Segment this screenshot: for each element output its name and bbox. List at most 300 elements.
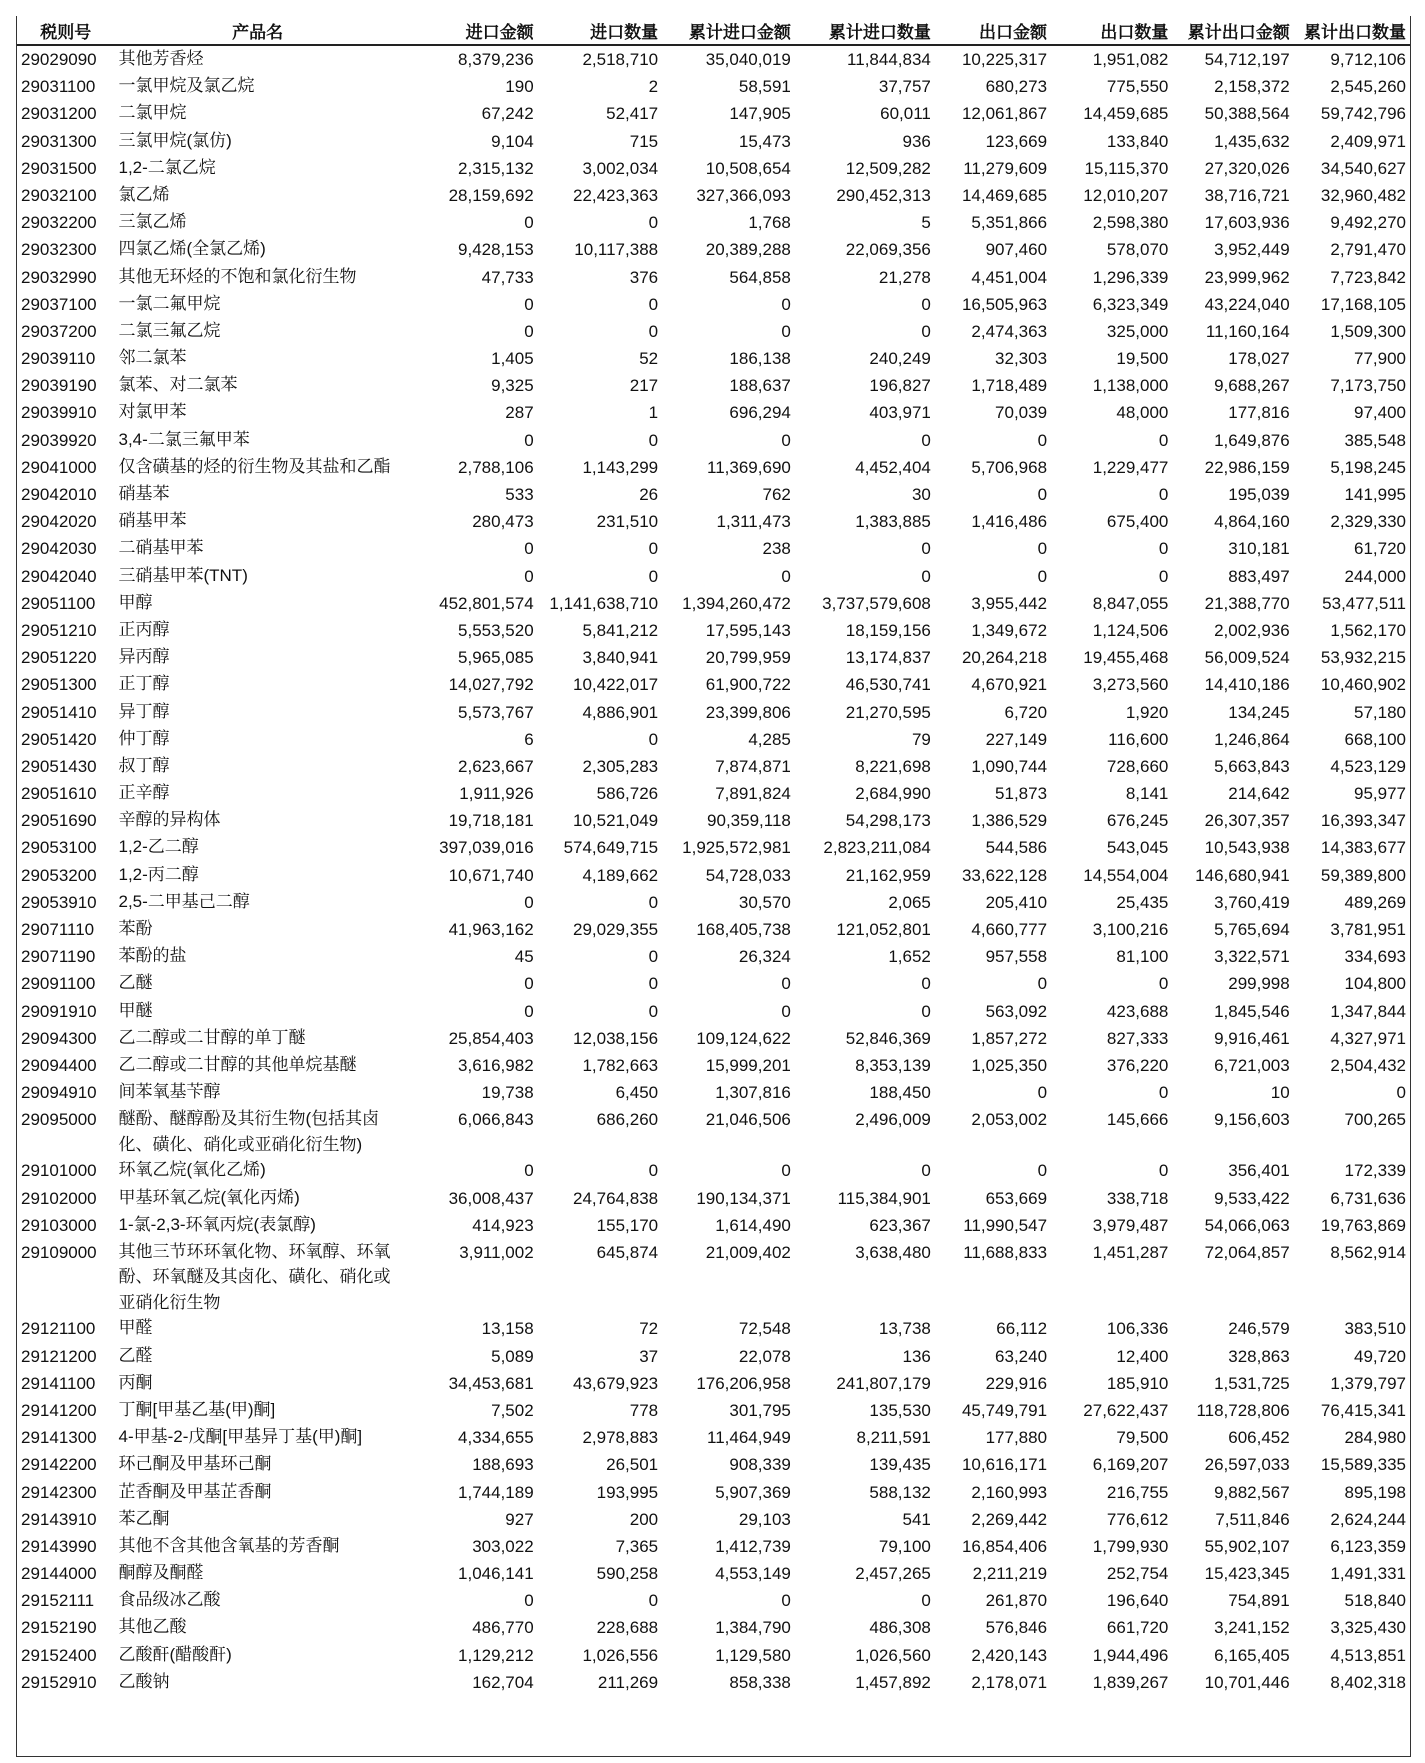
cumulative-import-quantity-cell: 135,530: [869, 1400, 931, 1420]
cumulative-export-value-cell: 246,579: [1228, 1319, 1290, 1339]
cumulative-import-value-cell: 26,324: [738, 947, 791, 967]
cumulative-import-value-cell: 0: [781, 1591, 791, 1611]
import-value-cell: 452,801,574: [439, 593, 534, 613]
cumulative-import-quantity-cell: 486,308: [869, 1618, 931, 1638]
product-name-cell: 其他芳香烃: [118, 49, 204, 68]
cumulative-export-quantity-cell: 6,123,359: [1330, 1536, 1406, 1556]
product-name-cell: 环氧乙烷(氧化乙烯): [118, 1160, 266, 1180]
table-row: [17, 209, 1410, 236]
cumulative-import-value-cell: 90,359,118: [707, 811, 791, 831]
import-value-cell: 0: [524, 430, 534, 450]
cumulative-import-quantity-cell: 21,162,959: [845, 865, 931, 885]
tariff-code-cell: 29102000: [21, 1188, 97, 1208]
table-row: [17, 970, 1410, 997]
tariff-code-cell: 29037100: [21, 294, 97, 314]
product-name-cell: 苯酚的盐: [118, 946, 187, 966]
table-row: [17, 916, 1410, 943]
export-value-cell: 261,870: [985, 1591, 1048, 1611]
cumulative-export-value-cell: 1,649,876: [1214, 430, 1290, 450]
tariff-code-cell: 29051410: [21, 702, 97, 722]
cumulative-export-value-cell: 72,064,857: [1204, 1242, 1290, 1262]
cumulative-import-quantity-cell: 4,452,404: [855, 457, 931, 477]
import-quantity-cell: 778: [629, 1400, 659, 1420]
table-row: [17, 454, 1410, 481]
import-quantity-cell: 3,840,941: [582, 648, 659, 668]
table-row: [17, 399, 1410, 426]
import-value-cell: 67,242: [481, 104, 534, 124]
import-quantity-cell: 376: [629, 267, 659, 287]
cumulative-export-value-cell: 1,246,864: [1214, 729, 1290, 749]
tariff-code-cell: 29031300: [21, 131, 97, 151]
table-row: [17, 1614, 1410, 1641]
export-value-cell: 33,622,128: [961, 865, 1048, 885]
import-value-cell: 34,453,681: [448, 1373, 534, 1393]
cumulative-export-quantity-cell: 77,900: [1354, 349, 1406, 369]
cumulative-import-quantity-cell: 3,638,480: [855, 1242, 931, 1262]
product-name-cell: 乙酸酐(醋酸酐): [118, 1644, 232, 1664]
export-quantity-cell: 0: [1158, 430, 1169, 450]
cumulative-import-value-cell: 35,040,019: [705, 50, 791, 69]
tariff-code-cell: 29039190: [21, 376, 97, 396]
import-quantity-cell: 686,260: [596, 1110, 659, 1130]
tariff-code-cell: 29051300: [21, 675, 97, 695]
cumulative-import-value-cell: 176,206,958: [696, 1373, 791, 1393]
export-value-cell: 4,670,921: [971, 675, 1048, 695]
export-value-cell: 0: [1037, 1083, 1048, 1103]
product-name-cell: 三硝基甲苯(TNT): [118, 565, 248, 585]
tariff-code-cell: 29032300: [21, 240, 97, 260]
cumulative-export-quantity-cell: 1,379,797: [1330, 1373, 1406, 1393]
export-quantity-cell: 3,100,216: [1092, 920, 1169, 939]
product-name-cell: 2,5-二甲基己二醇: [118, 891, 250, 911]
export-quantity-cell: 543,045: [1106, 838, 1169, 858]
table-row: [17, 889, 1410, 916]
cumulative-export-value-cell: 356,401: [1228, 1161, 1290, 1181]
cumulative-export-quantity-cell: 2,791,470: [1330, 240, 1406, 260]
cumulative-import-quantity-cell: 54,298,173: [845, 811, 931, 831]
tariff-code-cell: 29121100: [21, 1319, 96, 1339]
export-quantity-cell: 2,598,380: [1092, 213, 1169, 233]
cumulative-export-quantity-cell: 61,720: [1354, 539, 1406, 559]
import-value-cell: 486,770: [472, 1618, 534, 1638]
import-quantity-cell: 0: [648, 974, 659, 994]
product-name-cell: 醚酚、醚醇酚及其衍生物(包括其卤化、磺化、硝化或亚硝化衍生物): [118, 1109, 380, 1154]
tariff-code-cell: 29053200: [21, 865, 97, 885]
cumulative-export-value-cell: 26,597,033: [1204, 1455, 1290, 1475]
cumulative-export-value-cell: 195,039: [1228, 485, 1290, 504]
cumulative-export-value-cell: 1,531,725: [1214, 1373, 1290, 1393]
cumulative-import-value-cell: 0: [781, 566, 791, 586]
cumulative-import-value-cell: 0: [781, 321, 791, 341]
product-name-cell: 异丁醇: [118, 701, 170, 721]
export-quantity-cell: 196,640: [1106, 1591, 1169, 1611]
import-quantity-cell: 5,841,212: [582, 620, 659, 640]
export-value-cell: 11,688,833: [963, 1242, 1048, 1262]
export-value-cell: 907,460: [985, 240, 1048, 260]
export-value-cell: 10,616,171: [961, 1455, 1048, 1475]
table-row: [17, 1479, 1410, 1506]
cumulative-export-value-cell: 4,864,160: [1214, 512, 1290, 532]
import-value-cell: 45: [514, 947, 534, 967]
cumulative-import-value-cell: 190,134,371: [696, 1188, 791, 1208]
product-name-cell: 1,2-丙二醇: [118, 864, 199, 884]
cumulative-export-quantity-cell: 76,415,341: [1320, 1400, 1406, 1420]
export-quantity-cell: 676,245: [1106, 811, 1169, 831]
cumulative-export-quantity-cell: 518,840: [1344, 1591, 1406, 1611]
tariff-code-cell: 29031500: [21, 158, 97, 178]
cumulative-import-quantity-cell: 79: [911, 729, 931, 749]
import-quantity-cell: 37: [639, 1346, 659, 1366]
import-quantity-cell: 200: [629, 1509, 659, 1529]
cumulative-export-quantity-cell: 4,513,851: [1330, 1645, 1406, 1665]
cumulative-export-value-cell: 118,728,806: [1196, 1400, 1290, 1420]
tariff-code-cell: 29141200: [21, 1400, 97, 1420]
export-quantity-cell: 776,612: [1106, 1509, 1169, 1529]
tariff-code-cell: 29071110: [21, 920, 95, 939]
cumulative-import-quantity-cell: 2,496,009: [855, 1110, 931, 1130]
table-row: [17, 1343, 1410, 1370]
cumulative-import-quantity-cell: 0: [921, 974, 931, 994]
import-value-cell: 13,158: [481, 1319, 534, 1339]
cumulative-import-value-cell: 61,900,722: [705, 675, 791, 695]
cumulative-export-value-cell: 54,712,197: [1204, 50, 1290, 69]
import-quantity-cell: 24,764,838: [573, 1188, 659, 1208]
cumulative-import-value-cell: 11,464,949: [707, 1428, 791, 1448]
cumulative-export-quantity-cell: 53,477,511: [1322, 593, 1406, 613]
cumulative-import-value-cell: 147,905: [729, 104, 791, 124]
import-quantity-cell: 193,995: [596, 1482, 659, 1502]
tariff-code-cell: 29152190: [21, 1618, 97, 1638]
cumulative-import-value-cell: 0: [781, 1001, 791, 1021]
customs-trade-table-frame: [16, 16, 1411, 1757]
table-row: [17, 1424, 1410, 1451]
export-value-cell: 2,178,071: [971, 1672, 1048, 1692]
export-value-cell: 1,718,489: [971, 376, 1048, 396]
cumulative-export-quantity-cell: 14,383,677: [1320, 838, 1406, 858]
cumulative-export-value-cell: 3,322,571: [1214, 947, 1290, 967]
import-value-cell: 6: [524, 729, 534, 749]
cumulative-export-quantity-cell: 32,960,482: [1320, 185, 1406, 205]
import-value-cell: 0: [524, 1001, 534, 1021]
cumulative-export-value-cell: 310,181: [1228, 539, 1290, 559]
cumulative-import-quantity-cell: 8,211,591: [856, 1428, 931, 1448]
table-row: [17, 128, 1410, 155]
export-quantity-cell: 1,799,930: [1092, 1536, 1169, 1556]
import-quantity-cell: 228,688: [596, 1618, 659, 1638]
import-quantity-cell: 52: [639, 349, 659, 369]
table-row: [17, 1239, 1410, 1316]
table-row: [17, 780, 1410, 807]
cumulative-export-quantity-cell: 8,562,914: [1330, 1242, 1406, 1262]
cumulative-export-value-cell: 883,497: [1228, 566, 1290, 586]
export-quantity-cell: 0: [1158, 974, 1169, 994]
table-row: [17, 834, 1410, 861]
import-value-cell: 0: [524, 294, 534, 314]
cumulative-import-quantity-cell: 30: [911, 485, 931, 504]
export-value-cell: 0: [1037, 566, 1048, 586]
tariff-code-cell: 29029090: [21, 50, 97, 69]
cumulative-import-value-cell: 15,473: [738, 131, 791, 151]
cumulative-import-value-cell: 21,046,506: [705, 1110, 791, 1130]
tariff-code-cell: 29143910: [21, 1509, 97, 1529]
cumulative-export-quantity-cell: 0: [1396, 1083, 1406, 1103]
export-value-cell: 0: [1037, 1161, 1048, 1181]
header-import-value: 进口金额: [401, 16, 538, 45]
import-value-cell: 533: [505, 485, 534, 504]
import-quantity-cell: 10,117,388: [574, 240, 659, 260]
import-quantity-cell: 574,649,715: [563, 838, 659, 858]
export-value-cell: 563,092: [985, 1001, 1048, 1021]
tariff-code-cell: 29091910: [21, 1001, 97, 1021]
cumulative-import-value-cell: 54,728,033: [705, 865, 791, 885]
cumulative-export-quantity-cell: 172,339: [1344, 1161, 1406, 1181]
cumulative-import-value-cell: 1,311,473: [716, 512, 791, 532]
cumulative-export-value-cell: 10,543,938: [1204, 838, 1290, 858]
table-row: [17, 1079, 1410, 1106]
cumulative-import-quantity-cell: 2,823,211,084: [823, 838, 931, 858]
cumulative-export-value-cell: 3,760,419: [1214, 892, 1290, 912]
cumulative-export-quantity-cell: 244,000: [1344, 566, 1406, 586]
import-quantity-cell: 1,141,638,710: [549, 593, 659, 613]
table-row: [17, 617, 1410, 644]
export-value-cell: 2,474,363: [971, 321, 1048, 341]
export-quantity-cell: 578,070: [1106, 240, 1169, 260]
cumulative-import-value-cell: 0: [781, 294, 791, 314]
cumulative-import-quantity-cell: 79,100: [878, 1536, 931, 1556]
export-quantity-cell: 0: [1158, 566, 1169, 586]
cumulative-import-quantity-cell: 1,383,885: [855, 512, 931, 532]
table-row: [17, 998, 1410, 1025]
export-value-cell: 2,053,002: [971, 1110, 1048, 1130]
export-quantity-cell: 48,000: [1116, 403, 1169, 423]
cumulative-export-quantity-cell: 7,723,842: [1330, 267, 1406, 287]
cumulative-import-value-cell: 0: [781, 430, 791, 450]
export-value-cell: 70,039: [995, 403, 1048, 423]
export-quantity-cell: 325,000: [1106, 321, 1169, 341]
cumulative-export-quantity-cell: 1,347,844: [1330, 1001, 1406, 1021]
tariff-code-cell: 29094300: [21, 1028, 97, 1048]
cumulative-export-value-cell: 7,511,846: [1215, 1509, 1290, 1529]
export-quantity-cell: 0: [1158, 485, 1169, 504]
cumulative-import-value-cell: 0: [781, 974, 791, 994]
export-value-cell: 2,211,219: [972, 1564, 1048, 1584]
cumulative-export-value-cell: 5,765,694: [1214, 920, 1290, 939]
cumulative-export-quantity-cell: 16,393,347: [1320, 811, 1406, 831]
cumulative-export-value-cell: 22,986,159: [1204, 457, 1290, 477]
export-value-cell: 11,990,547: [963, 1215, 1048, 1235]
cumulative-export-value-cell: 54,066,063: [1204, 1215, 1290, 1235]
cumulative-export-quantity-cell: 383,510: [1344, 1319, 1406, 1339]
import-value-cell: 14,027,792: [448, 675, 534, 695]
cumulative-import-quantity-cell: 3,737,579,608: [822, 593, 931, 613]
import-quantity-cell: 2,518,710: [582, 50, 659, 69]
cumulative-export-value-cell: 1,845,546: [1214, 1001, 1290, 1021]
product-name-cell: 二氯甲烷: [118, 103, 187, 123]
export-value-cell: 3,955,442: [971, 593, 1048, 613]
import-quantity-cell: 0: [648, 539, 659, 559]
cumulative-import-value-cell: 58,591: [738, 77, 791, 97]
import-quantity-cell: 0: [648, 729, 659, 749]
import-value-cell: 2,788,106: [458, 457, 534, 477]
table-row: [17, 372, 1410, 399]
import-value-cell: 7,502: [491, 1400, 534, 1420]
table-row: [17, 563, 1410, 590]
cumulative-export-quantity-cell: 385,548: [1344, 430, 1406, 450]
cumulative-import-value-cell: 22,078: [738, 1346, 791, 1366]
export-quantity-cell: 827,333: [1106, 1028, 1169, 1048]
export-value-cell: 123,669: [985, 131, 1048, 151]
tariff-code-cell: 29152400: [21, 1645, 97, 1665]
export-value-cell: 0: [1037, 539, 1048, 559]
cumulative-export-value-cell: 56,009,524: [1204, 648, 1290, 668]
table-row: [17, 726, 1410, 753]
import-value-cell: 0: [524, 892, 534, 912]
cumulative-export-quantity-cell: 3,781,951: [1330, 920, 1406, 939]
cumulative-import-value-cell: 1,129,580: [715, 1645, 791, 1665]
table-row: [17, 1185, 1410, 1212]
tariff-code-cell: 29144000: [21, 1564, 97, 1584]
header-cumulative-export-value: 累计出口金额: [1172, 16, 1293, 45]
import-value-cell: 1,911,926: [459, 784, 534, 804]
export-value-cell: 1,090,744: [971, 756, 1048, 776]
product-name-cell: 环己酮及甲基环己酮: [118, 1454, 272, 1474]
tariff-code-cell: 29142300: [21, 1482, 97, 1502]
export-quantity-cell: 145,666: [1106, 1110, 1169, 1130]
tariff-code-cell: 29031100: [21, 77, 96, 97]
export-quantity-cell: 12,010,207: [1083, 185, 1169, 205]
export-value-cell: 6,720: [1004, 702, 1048, 722]
cumulative-import-quantity-cell: 8,221,698: [855, 756, 931, 776]
cumulative-import-value-cell: 1,412,739: [715, 1536, 791, 1556]
cumulative-export-quantity-cell: 97,400: [1354, 403, 1406, 423]
table-row: [17, 1315, 1410, 1342]
cumulative-export-value-cell: 214,642: [1228, 784, 1290, 804]
product-name-cell: 其他不含其他含氧基的芳香酮: [118, 1535, 340, 1555]
import-value-cell: 397,039,016: [439, 838, 534, 858]
table-row: [17, 535, 1410, 562]
import-quantity-cell: 43,679,923: [573, 1373, 659, 1393]
import-quantity-cell: 12,038,156: [573, 1028, 659, 1048]
table-row: [17, 753, 1410, 780]
import-quantity-cell: 2,305,283: [582, 756, 659, 776]
import-value-cell: 9,104: [491, 131, 534, 151]
table-row: [17, 1451, 1410, 1478]
cumulative-export-quantity-cell: 1,509,300: [1330, 321, 1406, 341]
product-name-cell: 食品级冰乙酸: [118, 1590, 221, 1610]
cumulative-export-quantity-cell: 8,402,318: [1330, 1672, 1406, 1692]
tariff-code-cell: 29051420: [21, 729, 97, 749]
export-value-cell: 0: [1037, 430, 1048, 450]
import-quantity-cell: 2: [648, 77, 659, 97]
import-quantity-cell: 29,029,355: [573, 920, 659, 939]
cumulative-export-quantity-cell: 6,731,636: [1330, 1188, 1406, 1208]
table-row: [17, 291, 1410, 318]
table-body: [17, 45, 1410, 1696]
cumulative-export-quantity-cell: 668,100: [1344, 729, 1406, 749]
export-value-cell: 227,149: [985, 729, 1048, 749]
cumulative-export-value-cell: 9,882,567: [1214, 1482, 1290, 1502]
tariff-code-cell: 29103000: [21, 1215, 97, 1235]
product-name-cell: 乙二醇或二甘醇的其他单烷基醚: [118, 1054, 357, 1074]
cumulative-export-quantity-cell: 2,545,260: [1330, 77, 1406, 97]
export-quantity-cell: 216,755: [1106, 1482, 1169, 1502]
cumulative-import-quantity-cell: 18,159,156: [845, 620, 931, 640]
tariff-code-cell: 29042040: [21, 566, 97, 586]
export-value-cell: 1,386,529: [971, 811, 1048, 831]
product-name-cell: 四氯乙烯(全氯乙烯): [118, 239, 266, 259]
import-quantity-cell: 26,501: [606, 1455, 659, 1475]
import-value-cell: 0: [524, 321, 534, 341]
import-value-cell: 0: [524, 1591, 534, 1611]
export-value-cell: 2,420,143: [971, 1645, 1048, 1665]
import-quantity-cell: 1: [648, 403, 659, 423]
cumulative-import-quantity-cell: 139,435: [869, 1455, 931, 1475]
cumulative-import-quantity-cell: 136: [902, 1346, 931, 1366]
import-value-cell: 3,911,002: [459, 1242, 534, 1262]
cumulative-import-quantity-cell: 21,270,595: [845, 702, 931, 722]
import-quantity-cell: 10,521,049: [573, 811, 659, 831]
export-value-cell: 11,279,609: [963, 158, 1048, 178]
cumulative-import-value-cell: 188,637: [729, 376, 791, 396]
table-row: [17, 318, 1410, 345]
import-quantity-cell: 26: [639, 485, 659, 504]
export-quantity-cell: 133,840: [1106, 131, 1169, 151]
table-row: [17, 1370, 1410, 1397]
import-value-cell: 9,325: [491, 376, 534, 396]
cumulative-export-value-cell: 1,435,632: [1214, 131, 1290, 151]
cumulative-import-quantity-cell: 13,738: [878, 1319, 931, 1339]
export-quantity-cell: 14,459,685: [1083, 104, 1169, 124]
product-name-cell: 二硝基甲苯: [118, 538, 204, 558]
product-name-cell: 仅含磺基的烃的衍生物及其盐和乙酯: [118, 456, 391, 476]
import-quantity-cell: 586,726: [596, 784, 659, 804]
product-name-cell: 叔丁醇: [118, 755, 170, 775]
cumulative-export-quantity-cell: 2,409,971: [1330, 131, 1406, 151]
import-value-cell: 28,159,692: [448, 185, 534, 205]
table-row: [17, 943, 1410, 970]
import-quantity-cell: 10,422,017: [573, 675, 659, 695]
export-value-cell: 10,225,317: [961, 50, 1048, 69]
product-name-cell: 1,2-乙二醇: [118, 837, 199, 857]
cumulative-import-value-cell: 1,768: [748, 213, 791, 233]
cumulative-import-quantity-cell: 21,278: [878, 267, 931, 287]
table-row: [17, 862, 1410, 889]
tariff-code-cell: 29152111: [21, 1591, 95, 1611]
cumulative-export-value-cell: 178,027: [1228, 349, 1290, 369]
cumulative-export-quantity-cell: 59,389,800: [1320, 865, 1406, 885]
cumulative-export-value-cell: 2,158,372: [1214, 77, 1290, 97]
tariff-code-cell: 29042030: [21, 539, 97, 559]
tariff-code-cell: 29051220: [21, 648, 97, 668]
cumulative-export-value-cell: 17,603,936: [1204, 213, 1290, 233]
export-quantity-cell: 728,660: [1106, 756, 1169, 776]
export-quantity-cell: 19,455,468: [1083, 648, 1169, 668]
cumulative-import-quantity-cell: 623,367: [869, 1215, 931, 1235]
import-value-cell: 1,129,212: [458, 1645, 534, 1665]
cumulative-import-value-cell: 20,799,959: [705, 648, 791, 668]
cumulative-import-quantity-cell: 5: [921, 213, 931, 233]
export-quantity-cell: 1,839,267: [1092, 1672, 1169, 1692]
cumulative-import-quantity-cell: 0: [921, 1591, 931, 1611]
export-quantity-cell: 376,220: [1106, 1055, 1169, 1075]
cumulative-export-quantity-cell: 49,720: [1354, 1346, 1406, 1366]
import-quantity-cell: 0: [648, 294, 659, 314]
header-row: [17, 16, 1410, 45]
header-cumulative-import-quantity: 累计进口数量: [795, 16, 935, 45]
cumulative-import-quantity-cell: 0: [921, 1001, 931, 1021]
table-row: [17, 1560, 1410, 1587]
import-quantity-cell: 211,269: [597, 1672, 659, 1692]
